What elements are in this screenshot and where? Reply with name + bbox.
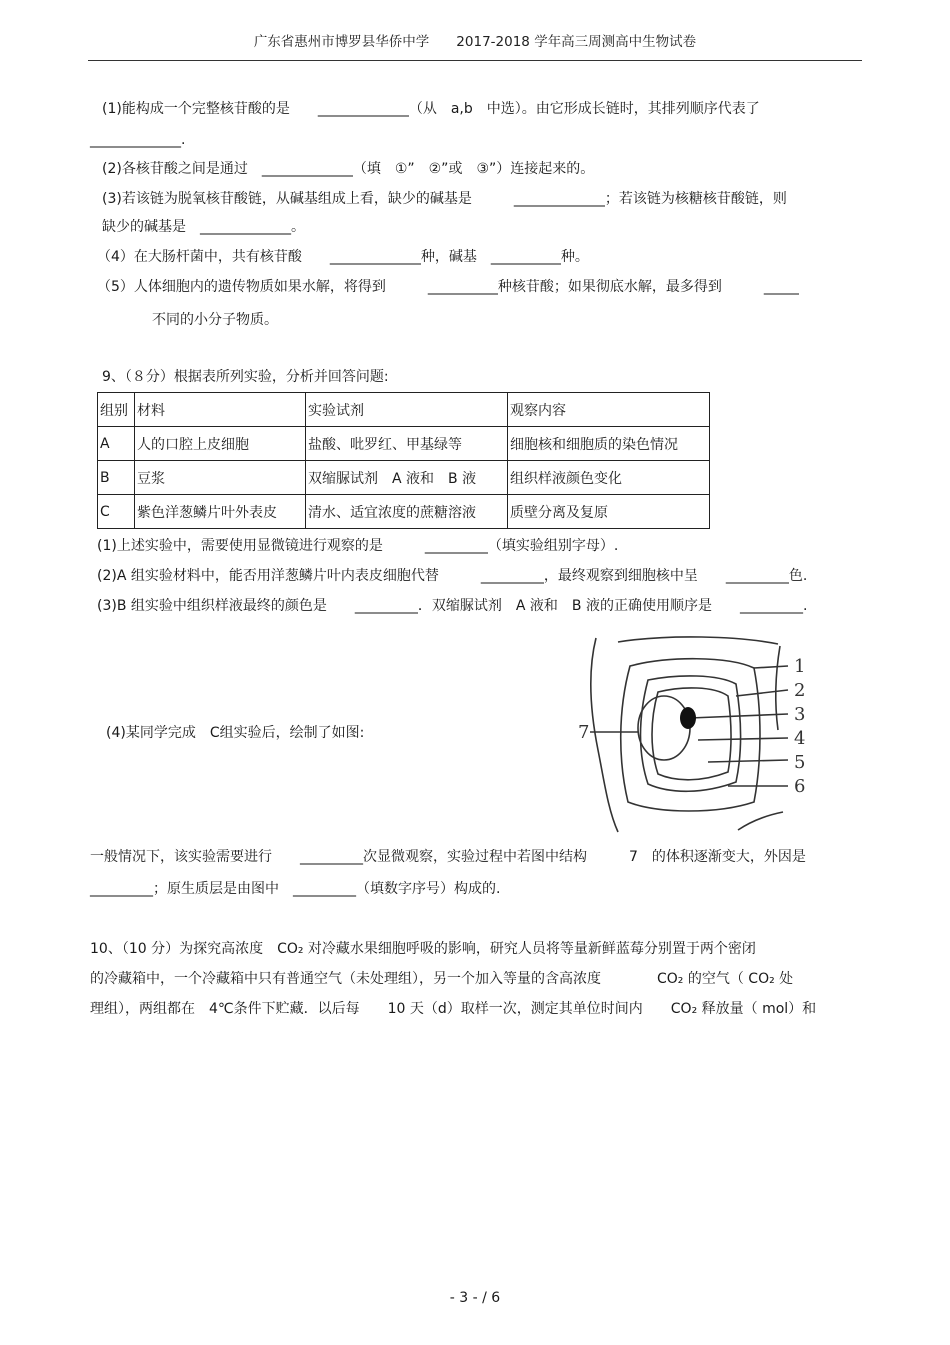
q8-line-1: (1)能构成一个完整核苷酸的是 _____________（从 a,b 中选）。由它形成长链时，其排列顺序代表了 <box>102 101 760 117</box>
table-header-cell: 组别 <box>98 393 135 427</box>
table-cell: B <box>98 461 135 495</box>
table-header-cell: 实验试剂 <box>306 393 508 427</box>
figure-label-4: 4 <box>794 728 806 749</box>
q9-sub-4: (4)某同学完成 C组实验后，绘制了如图: <box>106 725 365 741</box>
table-cell: 组织样液颜色变化 <box>508 461 710 495</box>
q8-line-4: (3)若该链为脱氧核苷酸链，从碱基组成上看，缺少的碱基是 _____________；若该链为核糖核苷酸链，则 <box>102 191 787 207</box>
plant-cell-diagram <box>578 630 818 835</box>
figure-label-3: 3 <box>794 704 806 725</box>
figure-label-5: 5 <box>794 752 806 773</box>
table-row <box>98 427 710 461</box>
q8-line-6: （4）在大肠杆菌中，共有核苷酸 _____________种，碱基 __________种。 <box>97 249 589 265</box>
table-cell: 细胞核和细胞质的染色情况 <box>508 427 710 461</box>
table-cell: A <box>98 427 135 461</box>
q10-line-3: 理组），两组都在 4℃条件下贮藏．以后每 10 天（d）取样一次，测定其单位时间内 CO₂ 释放量（ mol）和 <box>90 1001 817 1017</box>
table-cell: 质壁分离及复原 <box>508 495 710 529</box>
figure-label-6: 6 <box>794 776 806 797</box>
nucleus-shape <box>680 707 696 729</box>
figure-label-7: 7 <box>578 722 590 743</box>
q10-line-2: 的冷藏箱中，一个冷藏箱中只有普通空气（未处理组），另一个加入等量的含高浓度 CO₂ 的空气（ CO₂ 处 <box>90 971 794 987</box>
table-header-cell: 观察内容 <box>508 393 710 427</box>
q8-line-3: (2)各核苷酸之间是通过 _____________（填 ①” ②”或 ③”）连接起来的。 <box>102 161 595 177</box>
q9-sub-5-line-2: _________；原生质层是由图中 _________（填数字序号）构成的. <box>90 881 501 897</box>
q8-line-8: 不同的小分子物质。 <box>152 312 278 328</box>
table-cell: 清水、适宜浓度的蔗糖溶液 <box>306 495 508 529</box>
q9-sub-1: (1)上述实验中，需要使用显微镜进行观察的是 _________（填实验组别字母）. <box>97 538 619 554</box>
experiment-table <box>97 392 710 529</box>
table-cell: 盐酸、吡罗红、甲基绿等 <box>306 427 508 461</box>
page-header: 广东省惠州市博罗县华侨中学 2017-2018 学年高三周测高中生物试卷 <box>253 34 697 50</box>
q9-title: 9、（８分）根据表所列实验，分析并回答问题: <box>102 369 389 385</box>
q8-line-2: _____________. <box>90 132 186 148</box>
table-cell: 人的口腔上皮细胞 <box>135 427 306 461</box>
q8-line-5: 缺少的碱基是 _____________。 <box>102 219 305 235</box>
table-cell: 双缩脲试剂 A 液和 B 液 <box>306 461 508 495</box>
table-cell: C <box>98 495 135 529</box>
figure-label-1: 1 <box>794 656 806 677</box>
q9-sub-2: (2)A 组实验材料中，能否用洋葱鳞片叶内表皮细胞代替 _________，最终观察到细胞核中呈 _________色. <box>97 568 808 584</box>
table-header-cell: 材料 <box>135 393 306 427</box>
page-number: - 3 - / 6 <box>449 1290 501 1306</box>
header-divider <box>88 60 862 61</box>
q8-line-7: （5）人体细胞内的遗传物质如果水解，将得到 __________种核苷酸；如果彻底水解，最多得到 _____ <box>97 279 799 295</box>
table-cell: 豆浆 <box>135 461 306 495</box>
q9-sub-5-line-1: 一般情况下，该实验需要进行 _________次显微观察，实验过程中若图中结构 7 的体积逐渐变大，外因是 <box>90 849 806 865</box>
q9-sub-3: (3)B 组实验中组织样液最终的颜色是 _________．双缩脲试剂 A 液和 B 液的正确使用顺序是 _________. <box>97 598 808 614</box>
table-row <box>98 461 710 495</box>
q10-line-1: 10、（10 分）为探究高浓度 CO₂ 对冷藏水果细胞呼吸的影响，研究人员将等量新鲜蓝莓分别置于两个密闭 <box>90 941 756 957</box>
figure-label-2: 2 <box>794 680 806 701</box>
table-cell: 紫色洋葱鳞片叶外表皮 <box>135 495 306 529</box>
table-header-row <box>98 393 710 427</box>
table-row <box>98 495 710 529</box>
